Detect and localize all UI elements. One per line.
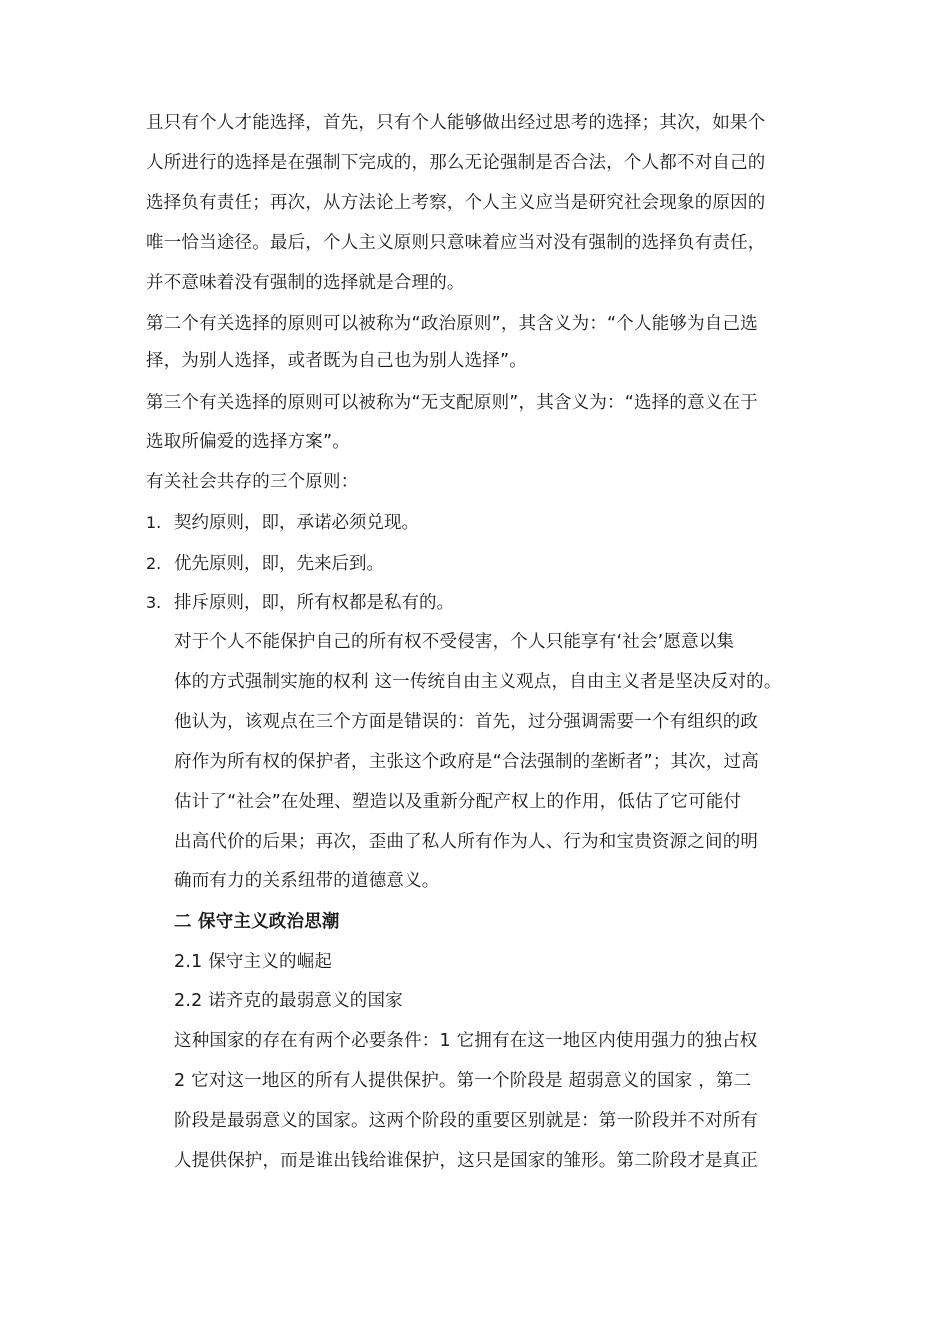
text-line: 2 它对这一地区的所有人提供保护。第一个阶段是 超弱意义的国家 ，第二 <box>174 1071 752 1091</box>
list-number: 2. <box>146 554 162 573</box>
text-line: 阶段是最弱意义的国家。这两个阶段的重要区别就是：第一阶段并不对所有 <box>174 1111 759 1131</box>
text-line: 估计了“社会”在处理、塑造以及重新分配产权上的作用，低估了它可能付 <box>174 792 742 812</box>
principles-heading: 有关社会共存的三个原则： <box>146 472 359 492</box>
text-line: 他认为，该观点在三个方面是错误的：首先，过分强调需要一个有组织的政 <box>174 712 759 732</box>
text-line: 并不意味着没有强制的选择就是合理的。 <box>146 273 465 293</box>
text-line: 对于个人不能保护自己的所有权不受侵害，个人只能享有‘社会’愿意以集 <box>174 632 735 652</box>
text-line: 唯一恰当途径。最后，个人主义原则只意味着应当对没有强制的选择负有责任， <box>146 233 766 253</box>
text-line: 体的方式强制实施的权利 这一传统自由主义观点，自由主义者是坚决反对的。 <box>174 672 782 692</box>
text-line: 选择负有责任；再次，从方法论上考察，个人主义应当是研究社会现象的原因的 <box>146 193 766 213</box>
text-line: 人所进行的选择是在强制下完成的，那么无论强制是否合法，个人都不对自己的 <box>146 153 766 173</box>
list-item: 排斥原则，即，所有权都是私有的。 <box>174 593 454 613</box>
subsection-title: 2.2 诺齐克的最弱意义的国家 <box>174 991 403 1011</box>
text-line: 选取所偏爱的选择方案”。 <box>146 432 350 452</box>
list-item: 契约原则，即，承诺必须兑现。 <box>174 513 419 533</box>
text-line: 第二个有关选择的原则可以被称为“政治原则”，其含义为：“个人能够为自己选 <box>146 314 758 334</box>
text-line: 择，为别人选择，或者既为自己也为别人选择”。 <box>146 351 527 371</box>
text-line: 这种国家的存在有两个必要条件：1 它拥有在这一地区内使用强力的独占权 <box>174 1031 758 1051</box>
text-line: 且只有个人才能选择，首先，只有个人能够做出经过思考的选择；其次，如果个 <box>146 113 766 133</box>
text-line: 府作为所有权的保护者，主张这个政府是“合法强制的垄断者”；其次，过高 <box>174 752 759 772</box>
section-title: 二 保守主义政治思潮 <box>174 912 340 932</box>
list-number: 1. <box>146 513 162 532</box>
list-number: 3. <box>146 593 162 612</box>
text-line: 第三个有关选择的原则可以被称为“无支配原则”，其含义为：“选择的意义在于 <box>146 393 758 413</box>
list-item: 优先原则，即，先来后到。 <box>174 554 384 574</box>
subsection-title: 2.1 保守主义的崛起 <box>174 952 333 972</box>
text-line: 人提供保护，而是谁出钱给谁保护，这只是国家的雏形。第二阶段才是真正 <box>174 1151 759 1171</box>
text-line: 出高代价的后果；再次，歪曲了私人所有作为人、行为和宝贵资源之间的明 <box>174 832 759 852</box>
text-line: 确而有力的关系纽带的道德意义。 <box>174 871 440 891</box>
